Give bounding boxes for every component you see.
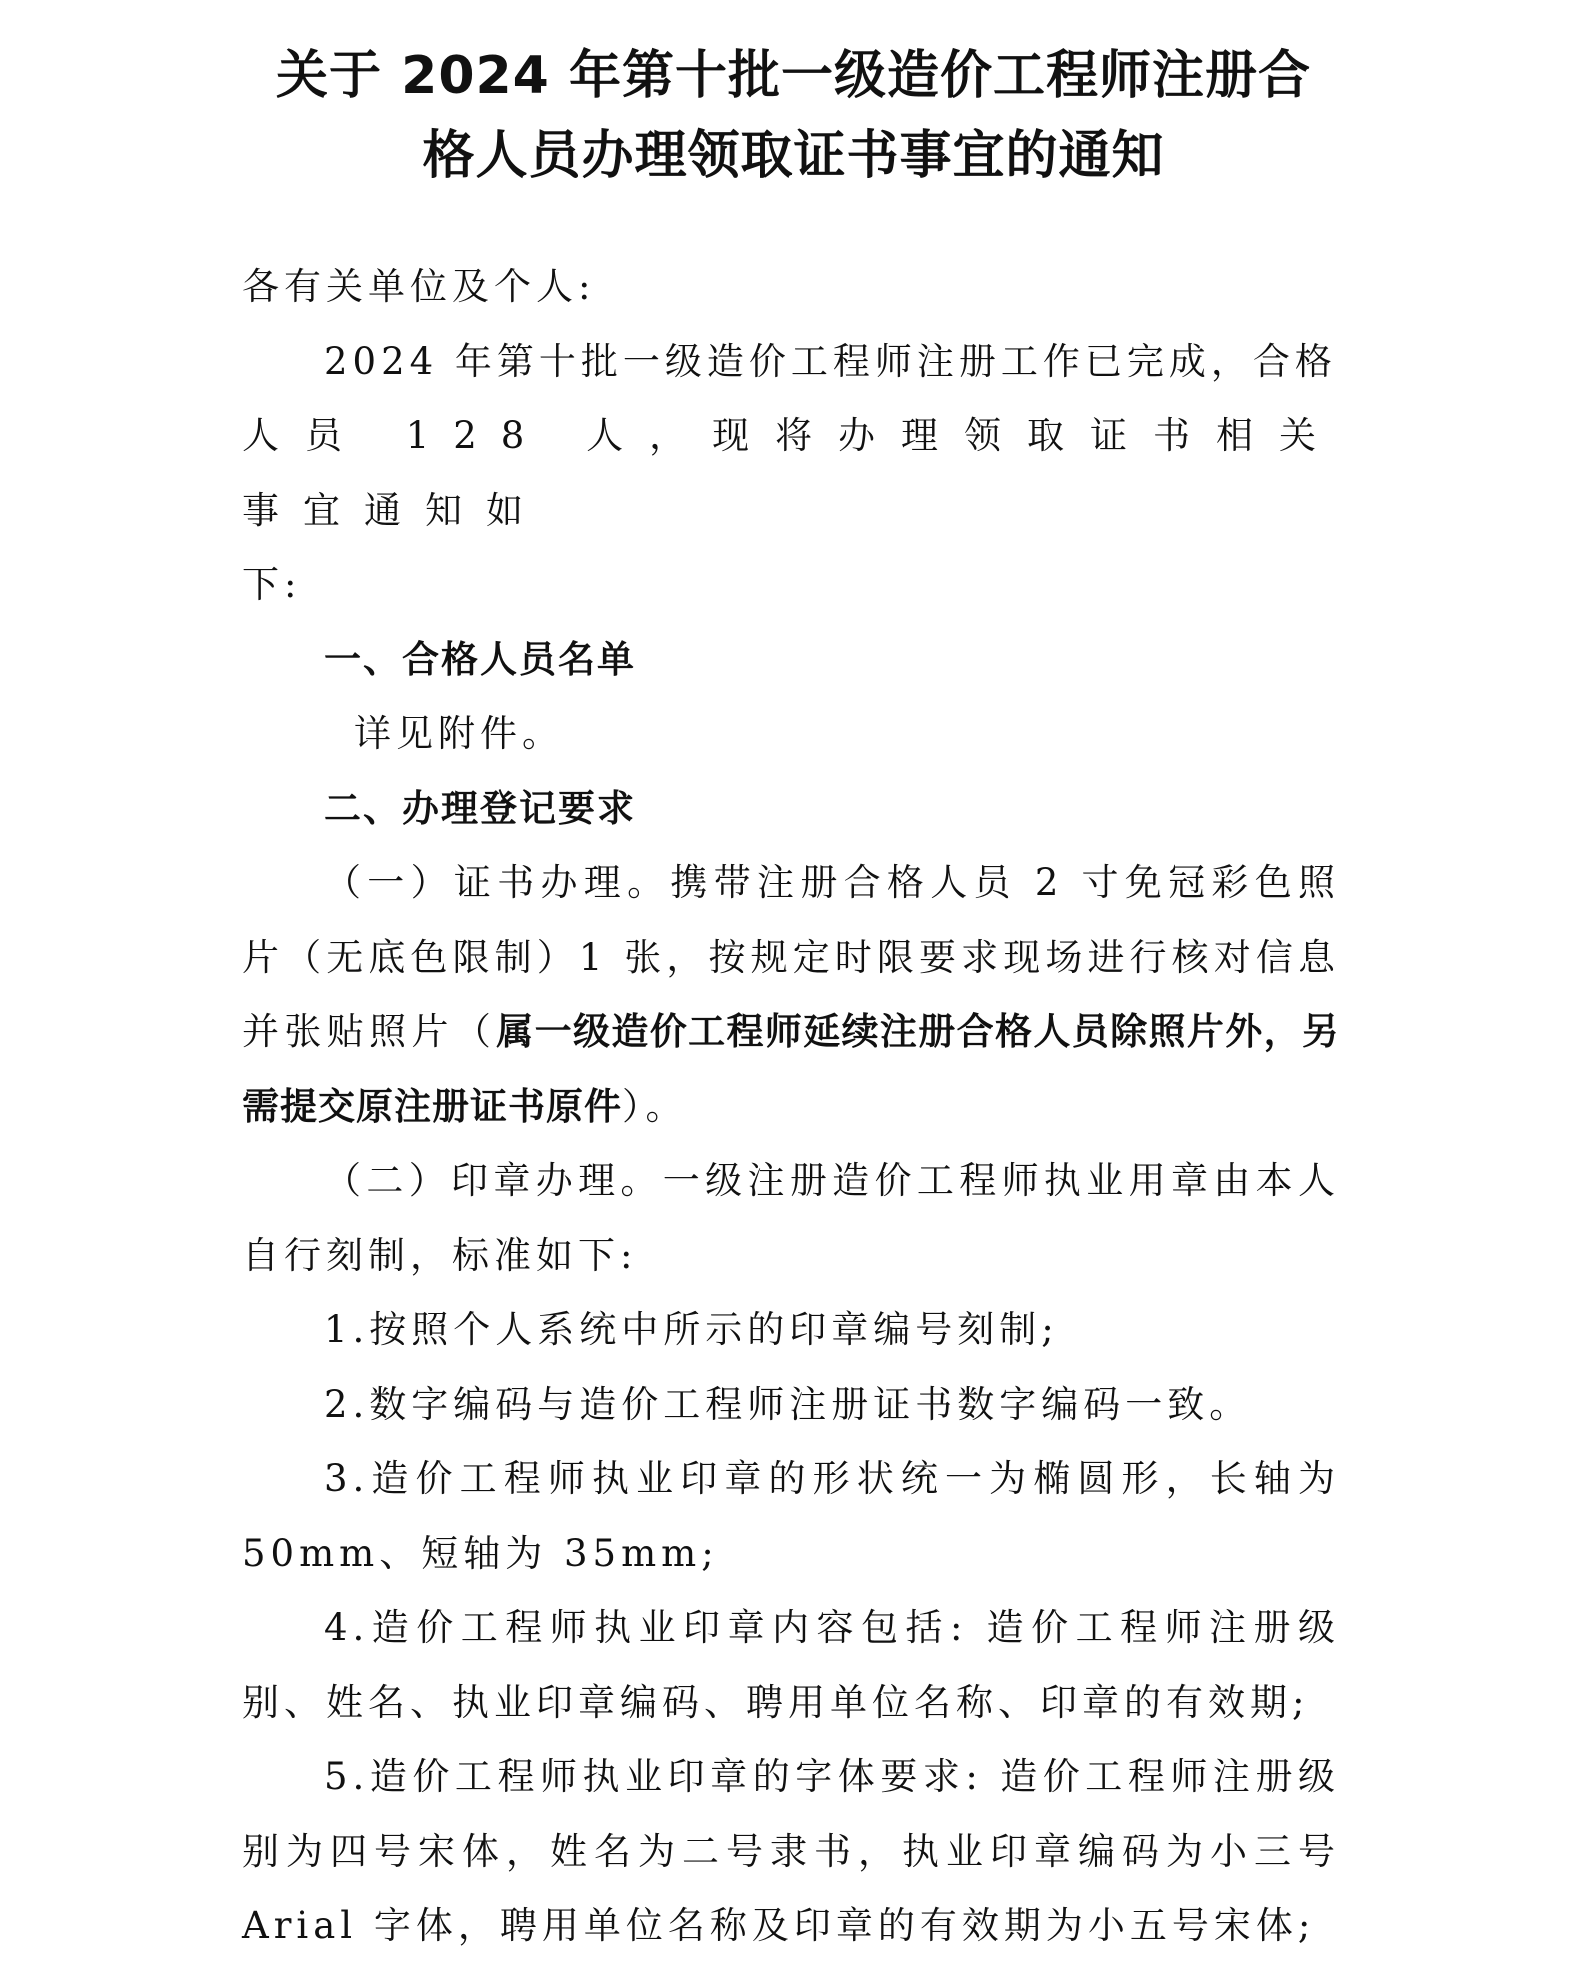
seal-rule-4: 4.造价工程师执业印章内容包括: 造价工程师注册级别、姓名、执业印章编码、聘用单位名称、印章的有效期; — [242, 1606, 1340, 1724]
section-text-see-attachment: 详见附件。 — [354, 712, 564, 755]
item-certificate-end: ）。 — [622, 1084, 688, 1128]
item-certificate-handling — [242, 846, 1340, 1144]
salutation: 各有关单位及个人: — [242, 265, 596, 308]
section-heading-qualified-list: 一、合格人员名单 — [324, 637, 636, 681]
intro-line-1: 2024 年第十批一级造价工程师注册工作已完成，合格 — [324, 339, 1337, 383]
seal-rule-5: 5.造价工程师执业印章的字体要求: 造价工程师注册级别为四号宋体，姓名为二号隶书，执业印章编码为小三号 Arial 字体，聘用单位名称及印章的有效期为小五号宋体; — [242, 1755, 1340, 1947]
item-certificate-emphasis: 属一级造价工程师延续注册合格人员除照片外，另需提交原注册证书原件 — [242, 1010, 1341, 1128]
seal-rule-3: 3.造价工程师执业印章的形状统一为椭圆形，长轴为 50mm、短轴为 35mm; — [242, 1457, 1340, 1575]
notice-body — [242, 250, 1340, 1964]
seal-rule-1: 1.按照个人系统中所示的印章编号刻制; — [324, 1308, 1059, 1351]
seal-rule-2: 2.数字编码与造价工程师注册证书数字编码一致。 — [324, 1382, 1252, 1426]
item-certificate-intro: （一）证书办理。携带注册合格人员 2 寸免冠彩色照片（无底色限制）1 张，按规定时限要求现场进行核对信息并张贴照片（ — [242, 861, 1340, 1053]
item-seal-handling: （二）印章办理。一级注册造价工程师执业用章由本人自行刻制，标准如下: — [242, 1159, 1340, 1277]
intro-line-3: 下: — [242, 563, 302, 606]
notice-title-line-1: 关于 2024 年第十批一级造价工程师注册合 — [276, 46, 1311, 106]
intro-line-2: 人员 128 人，现将办理领取证书相关事宜通知如 — [242, 414, 1340, 532]
section-heading-registration-requirements: 二、办理登记要求 — [324, 786, 636, 830]
notice-title-line-2: 格人员办理领取证书事宜的通知 — [422, 126, 1165, 186]
